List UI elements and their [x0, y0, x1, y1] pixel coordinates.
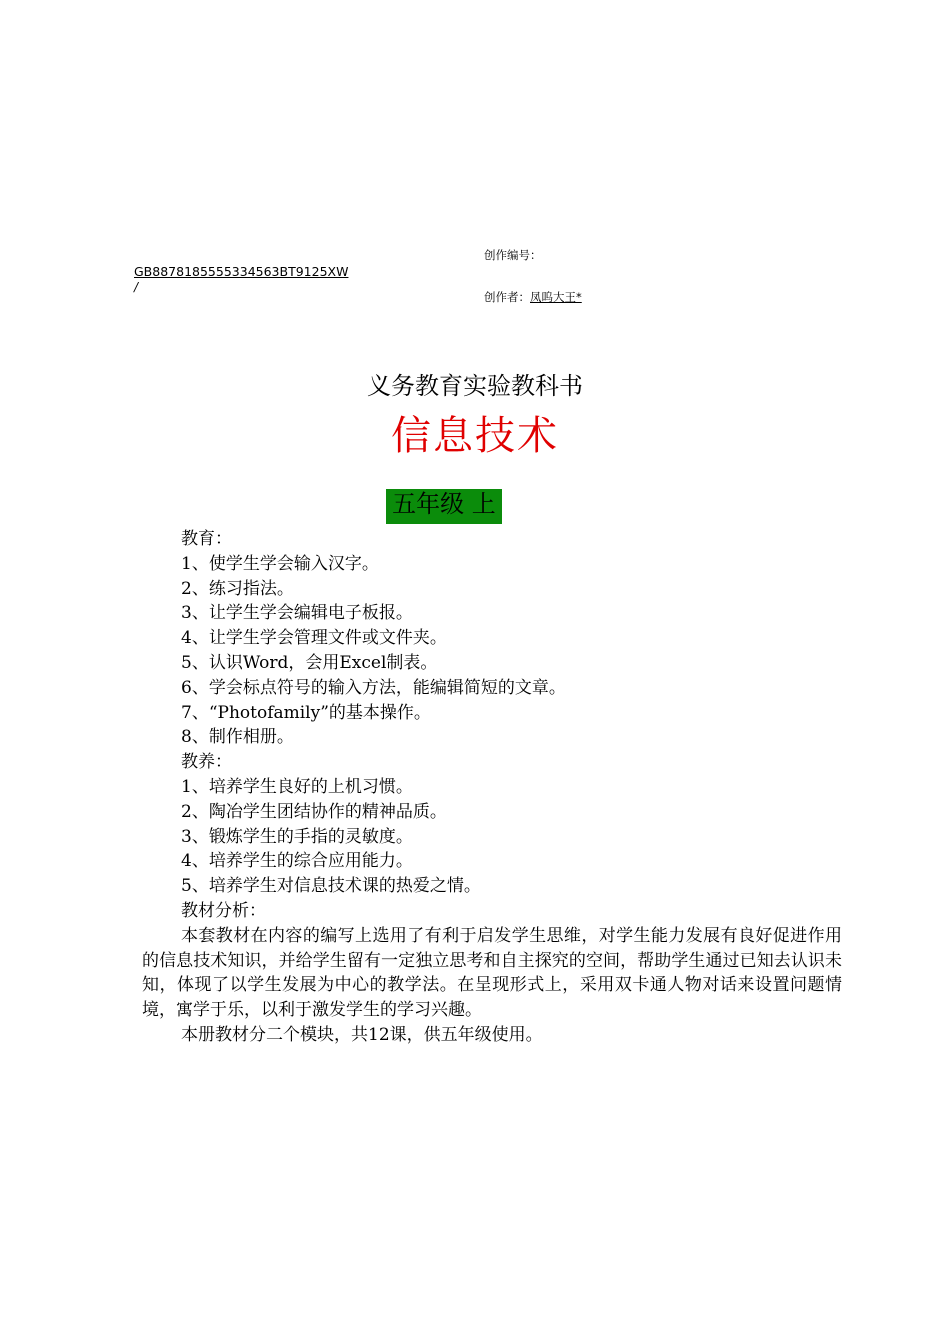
education-heading: 教育： — [181, 529, 232, 549]
analysis-paragraph: 本册教材分二个模块，共12课，供五年级使用。 — [181, 1024, 543, 1045]
education-item: 4、让学生学会管理文件或文件夹。 — [181, 628, 447, 649]
analysis-paragraph: 本套教材在内容的编写上选用了有利于启发学生思维，对学生能力发展有良好促进作用的信息技术知识，并给学生留有一定独立思考和自主探究的空间，帮助学生通过已知去认识未知，体现了以学生发展为中心的教学法。在呈现形式上，采用双卡通人物对话来设置问题情境，寓学于乐，以利于激发学生的学习兴趣。 — [142, 925, 842, 1021]
analysis-heading: 教材分析： — [181, 900, 266, 921]
series-title: 义务教育实验教科书 — [367, 372, 583, 400]
education-item: 6、学会标点符号的输入方法，能编辑简短的文章。 — [181, 677, 566, 698]
grade-badge: 五年级 上 — [386, 489, 502, 524]
document-body — [142, 527, 842, 1048]
cultivation-item: 3、锻炼学生的手指的灵敏度。 — [181, 826, 413, 847]
creation-number-label: 创作编号： — [484, 248, 542, 262]
education-item: 7、“Photofamily”的基本操作。 — [181, 702, 431, 723]
cultivation-item: 2、陶冶学生团结协作的精神品质。 — [181, 801, 447, 822]
document-code-suffix: / — [134, 280, 139, 294]
education-item: 1、使学生学会输入汉字。 — [181, 553, 379, 574]
subject-title: 信息技术 — [391, 413, 559, 459]
cultivation-item: 4、培养学生的综合应用能力。 — [181, 851, 413, 872]
author-label: 创作者： — [484, 290, 530, 304]
education-item: 5、认识Word，会用Excel制表。 — [181, 652, 438, 673]
document-code: GB8878185555334563BT9125XW — [134, 264, 349, 279]
author-line — [484, 289, 582, 305]
cultivation-heading: 教养： — [181, 752, 232, 773]
education-item: 8、制作相册。 — [181, 727, 294, 748]
cultivation-item: 5、培养学生对信息技术课的热爱之情。 — [181, 876, 481, 897]
education-item: 3、让学生学会编辑电子板报。 — [181, 603, 413, 624]
author-value: 凤呜大王* — [530, 290, 582, 304]
education-item: 2、练习指法。 — [181, 578, 294, 599]
cultivation-item: 1、培养学生良好的上机习惯。 — [181, 776, 413, 797]
